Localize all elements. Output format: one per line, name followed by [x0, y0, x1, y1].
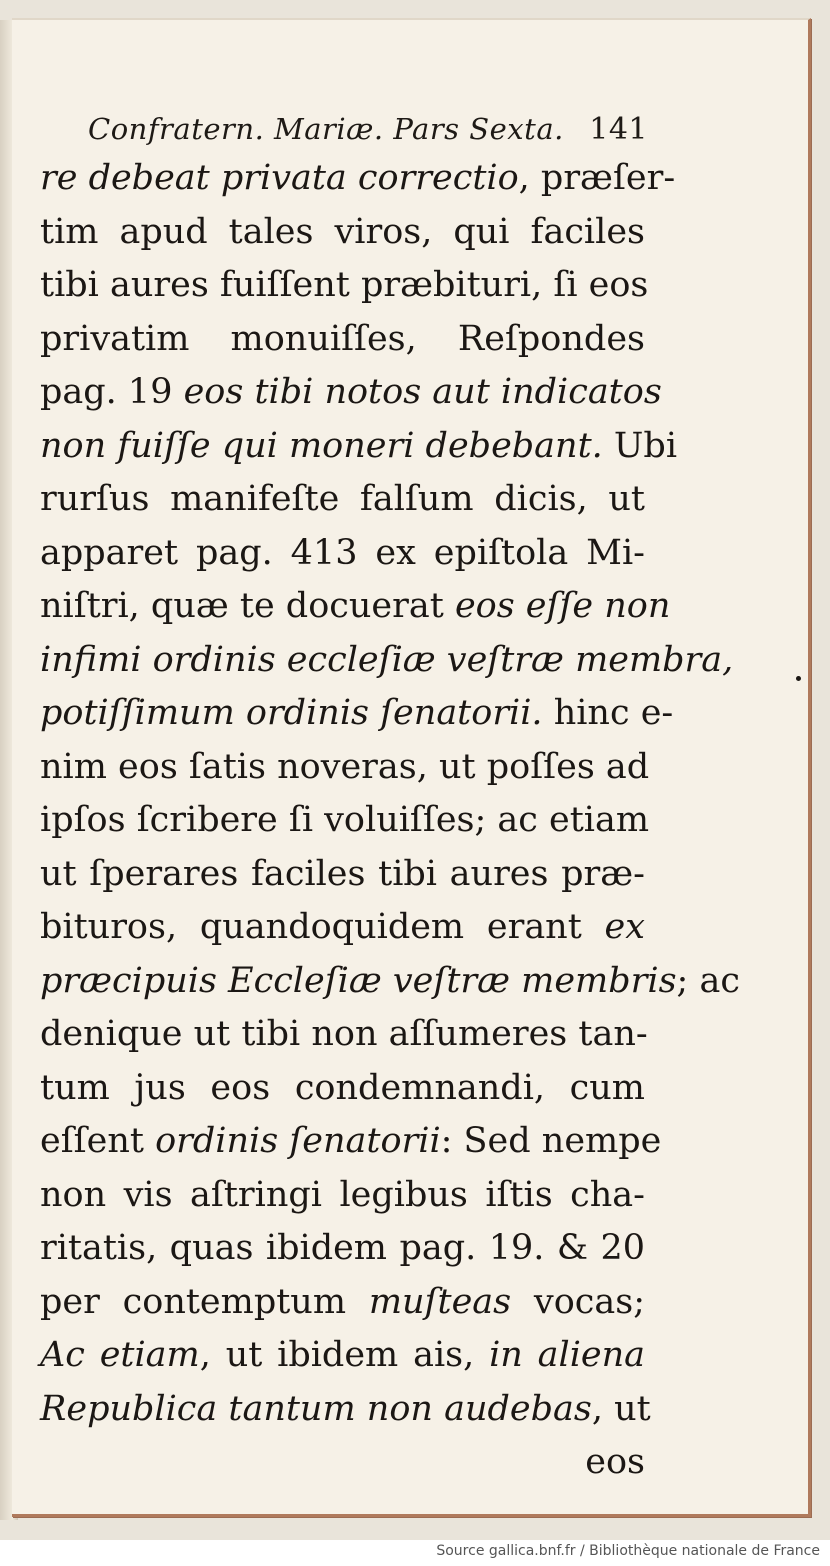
roman-segment: ut ſperares faciles tibi aures præ-: [40, 853, 645, 894]
roman-segment: hinc e-: [542, 693, 674, 733]
roman-segment: eſſent: [40, 1121, 156, 1161]
text-line: [40, 1169, 645, 1223]
roman-segment: tum jus eos condemnandi, cum: [40, 1067, 645, 1108]
italic-segment: eos eſſe non: [454, 586, 671, 626]
italic-segment: muſteas: [368, 1281, 512, 1322]
italic-segment: præcipuis Eccleſiæ veſtræ membris: [40, 960, 677, 1001]
text-line: [40, 794, 650, 848]
roman-segment: tim apud tales viros, qui faciles: [40, 211, 645, 252]
text-line: [40, 1008, 648, 1062]
text-line: [40, 259, 649, 313]
text-line: [40, 741, 650, 795]
source-credit: Source gallica.bnf.fr / Bibliothèque nationale de France: [436, 1543, 820, 1559]
roman-segment: ; ac: [676, 960, 740, 1001]
italic-segment: Ac etiam: [40, 1335, 200, 1375]
running-head: [88, 112, 648, 146]
text-line: [40, 901, 645, 955]
text-line: [40, 420, 678, 474]
text-line: [40, 473, 645, 527]
text-line: [40, 527, 645, 581]
roman-segment: pag. 19: [40, 372, 184, 412]
body-text: [40, 152, 740, 1490]
roman-segment: ritatis, quas ibidem pag. 19. & 20: [40, 1228, 645, 1268]
roman-segment: , præſer-: [518, 158, 676, 198]
text-line: [40, 634, 734, 688]
text-line: [40, 580, 671, 634]
running-title: Confratern. Mariæ. Pars Sexta.: [88, 112, 564, 146]
italic-segment: ordinis ſenatorii: [155, 1121, 441, 1161]
roman-segment: non vis aſtringi legibus iſtis cha-: [40, 1174, 645, 1215]
roman-segment: rurſus manifeſte falſum dicis, ut: [40, 479, 645, 519]
italic-segment: eos tibi notos aut indicatos: [183, 372, 662, 412]
roman-segment: denique ut tibi non aſſumeres tan-: [40, 1014, 648, 1054]
roman-segment: ipſos ſcribere ſi voluiſſes; ac etiam: [40, 800, 650, 840]
text-line: [40, 955, 740, 1009]
roman-segment: , ut ibidem ais,: [199, 1335, 490, 1375]
roman-segment: per contemptum: [40, 1281, 369, 1322]
text-line: [40, 1329, 645, 1383]
italic-segment: Republica tantum non audebas: [40, 1388, 592, 1429]
roman-segment: apparet pag. 413 ex epiſtola Mi-: [40, 532, 645, 573]
roman-segment: Ubi: [602, 425, 678, 466]
roman-segment: privatim monuiſſes, Reſpondes: [40, 318, 645, 359]
roman-segment: bituros, quandoquidem erant: [40, 907, 605, 947]
page-number: 141: [589, 112, 648, 147]
roman-segment: nim eos ſatis noveras, ut poſſes ad: [40, 746, 650, 787]
roman-segment: tibi aures fuiſſent præbituri, ſi eos: [40, 265, 649, 305]
text-line: [40, 1383, 651, 1437]
text-line: [40, 366, 662, 420]
text-line: [40, 1115, 662, 1169]
text-line: [40, 1222, 645, 1276]
catchword: eos: [585, 1442, 645, 1482]
text-line: [40, 687, 674, 741]
italic-segment: in aliena: [489, 1335, 646, 1375]
italic-segment: ex: [604, 907, 645, 947]
text-line: [40, 313, 645, 367]
roman-segment: : Sed nempe: [440, 1121, 662, 1161]
text-line: [40, 206, 645, 260]
text-line: [40, 152, 676, 206]
ink-speck: [796, 676, 801, 681]
italic-segment: re debeat privata correctio: [40, 158, 519, 198]
text-line: [40, 848, 645, 902]
roman-segment: niſtri, quæ te docuerat: [40, 586, 455, 626]
italic-segment: non fuiſſe qui moneri debebant.: [40, 425, 603, 466]
italic-segment: infimi ordinis eccleſiæ veſtræ membra,: [40, 639, 734, 680]
roman-segment: vocas;: [511, 1281, 645, 1322]
italic-segment: potiſſimum ordinis ſenatorii.: [40, 693, 543, 733]
text-line: [40, 1276, 645, 1330]
roman-segment: , ut: [591, 1388, 651, 1429]
text-line: [40, 1062, 645, 1116]
